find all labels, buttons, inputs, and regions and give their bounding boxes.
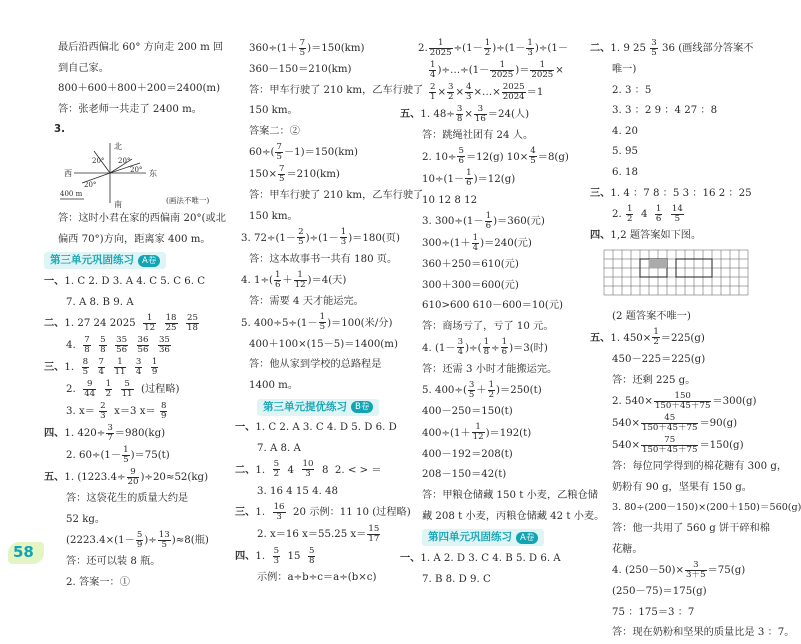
banner-title: 第三单元巩固练习 <box>50 254 134 267</box>
fraction: $\frac{3}{5}$ <box>468 379 475 400</box>
text-line: 610>600 610－600＝10(元) <box>422 300 564 312</box>
text-line: 3. 80÷(200－150)×(200＋150)＝560(g) <box>612 502 801 514</box>
fraction: $\frac{5}{6}$ <box>458 146 464 167</box>
section-label: 五、 <box>44 472 65 484</box>
answer-line: 7. B 8. D 9. C <box>422 573 491 585</box>
fraction: $\frac{1}{6}$ <box>274 269 281 290</box>
text-line: 答：张老师一共走了 2400 m。 <box>58 103 202 115</box>
question-number: 2. <box>66 384 76 396</box>
fraction: $\frac{1}{9}$ <box>151 356 158 377</box>
text-line: (2 题答案不唯一) <box>612 311 691 323</box>
fraction: $\frac{5}{8}$ <box>100 334 106 355</box>
text-line: 答案二：② <box>249 125 300 137</box>
fraction: $\frac{36}{56}$ <box>137 334 149 355</box>
answer-text: 答：这袋花生的质量大约是 <box>66 493 189 505</box>
fraction: $\frac{3}{8}$ <box>456 103 463 124</box>
page-number-tab <box>8 539 48 565</box>
fraction: $\frac{4}{3}$ <box>466 81 472 102</box>
answer-text: 1. 420÷ <box>64 428 106 440</box>
section-label: 三、 <box>235 507 256 519</box>
fraction: $\frac{2}{5}$ <box>298 227 304 248</box>
section-label: 三、 <box>44 362 65 374</box>
text-line: 300＋300＝600(元) <box>422 279 519 291</box>
fraction: $\frac{1}{6}$ <box>485 210 492 231</box>
text-line: 答：他一共用了 560 g 饼干碎和棉 <box>612 522 770 534</box>
badge: B卷 <box>351 401 373 413</box>
scale-label: 400 m <box>60 189 83 198</box>
angle-label: 20° <box>130 165 143 174</box>
answer-text: 1. (1223.4÷ <box>64 472 126 484</box>
section-label: 二、 <box>44 318 65 330</box>
banner-title: 第四单元巩固练习 <box>428 531 512 544</box>
text-line: 答：他从家到学校的总路程是 <box>249 359 382 371</box>
fraction: $\frac{9}{44}$ <box>84 378 96 399</box>
grid-diagram <box>604 250 754 296</box>
section-label: 一、 <box>44 275 65 287</box>
text-line: 10 12 8 12 <box>422 194 478 206</box>
fraction: $\frac{15}{17}$ <box>368 523 380 544</box>
text-line: 答：跳绳社团有 24 人。 <box>422 130 534 141</box>
section-label: 五、 <box>400 109 421 120</box>
answer-text: )＝75(t) <box>130 450 170 462</box>
fraction: $\frac{1}{2025}$ <box>429 37 452 58</box>
shaded-cells <box>649 259 667 268</box>
fraction: $\frac{8}{9}$ <box>160 400 167 421</box>
fraction: $\frac{1}{11}$ <box>114 356 126 377</box>
fraction: $\frac{75}{150+45+75}$ <box>641 434 698 455</box>
text-line: 150 km。 <box>249 210 298 222</box>
fraction: $\frac{35}{56}$ <box>116 334 128 355</box>
text-line: 到自己家。 <box>58 62 109 74</box>
question-number: 1. <box>64 362 75 374</box>
page-number: 58 <box>13 543 34 561</box>
text-line: 答：需要 4 天才能运完。 <box>249 296 364 308</box>
fraction: $\frac{5}{3}$ <box>273 545 280 566</box>
fraction: $\frac{5}{11}$ <box>121 378 133 399</box>
answer-line: 1. C 2. D 3. A 4. C 5. C 6. C <box>64 275 206 287</box>
answer-line: 7. A 8. B 9. A <box>66 296 134 308</box>
question-number: 4. <box>66 340 76 352</box>
fraction: $\frac{5}{8}$ <box>309 545 315 566</box>
text-line: 答：这时小君在家的西偏南 20°(或北 <box>58 212 226 224</box>
text-line: 答：每位同学得到的棉花糖有 300 g， <box>612 461 788 473</box>
answer-text: x＝3 x＝ <box>114 406 156 418</box>
section-banner <box>235 397 407 419</box>
answer-text: 2. 答案一：① <box>66 576 130 588</box>
text-line: 3. 3 ：2 9 ：4 27 ：8 <box>612 105 718 117</box>
fraction: $\frac{7}{5}$ <box>278 163 285 184</box>
section-banner <box>44 250 216 272</box>
answer-line: 1. 27 24 2025 <box>64 318 136 330</box>
fraction: $\frac{1}{2}$ <box>105 378 112 399</box>
fraction: $\frac{14}{5}$ <box>671 203 683 224</box>
text-line: 答：还需 3 小时才能搬运完。 <box>422 363 558 375</box>
text-line: 答：还剩 225 g。 <box>612 374 696 386</box>
fraction: $\frac{10}{3}$ <box>302 459 314 480</box>
fraction: $\frac{45}{150+45+75}$ <box>641 412 698 433</box>
answer-line: 示例：a÷b÷c＝a÷(b×c) <box>257 572 377 584</box>
answer-text: ＝980(kg) <box>114 428 166 440</box>
section-label: 二、 <box>590 43 611 54</box>
text-line: 1400 m。 <box>249 379 299 391</box>
fraction: $\frac{35}{36}$ <box>158 334 170 355</box>
answer-text: 3. x＝ <box>66 406 95 418</box>
text-line: 答：这本故事书一共有 180 页。 <box>249 253 398 265</box>
fraction: $\frac{1}{6}$ <box>655 203 662 224</box>
fraction: $\frac{1}{2}$ <box>626 203 633 224</box>
badge: A卷 <box>516 532 538 544</box>
badge: A卷 <box>138 255 160 267</box>
text-line: 400－192＝208(t) <box>422 448 513 460</box>
fraction: $\frac{2}{1}$ <box>430 81 436 102</box>
text-line: (250－75)＝175(g) <box>612 586 707 598</box>
text-line: 4. 20 <box>612 125 638 137</box>
fraction: $\frac{18}{25}$ <box>165 312 177 333</box>
fraction: $\frac{1}{12}$ <box>294 269 306 290</box>
fraction: $\frac{1}{5}$ <box>319 312 326 333</box>
fraction: $\frac{1}{12}$ <box>472 422 484 443</box>
fraction: $\frac{2}{3}$ <box>100 400 106 421</box>
text-line: 答：甲车行驶了 210 km，乙车行驶了 <box>249 190 424 202</box>
text-line: 花糖。 <box>612 543 643 555</box>
fraction: $\frac{13}{5}$ <box>158 529 170 550</box>
fraction: $\frac{3}{3+5}$ <box>686 559 706 580</box>
fraction: $\frac{2025}{2024}$ <box>502 81 525 102</box>
answer-text: (2223.4×(1－ <box>66 535 135 547</box>
answer-text: )÷ <box>144 535 157 547</box>
text-line: 答：甲粮仓储藏 150 t 小麦，乙粮仓储 <box>422 489 598 501</box>
direction-diagram <box>54 141 219 209</box>
section-label: 四、 <box>590 230 611 242</box>
angle-label: 20° <box>118 156 131 165</box>
fraction: $\frac{150}{150+45+75}$ <box>654 390 711 411</box>
fraction: $\frac{3}{4}$ <box>457 337 464 358</box>
fraction: $\frac{1}{8}$ <box>483 337 490 358</box>
text-line: 150 km。 <box>249 105 298 117</box>
fraction: $\frac{1}{12}$ <box>144 312 156 333</box>
fraction: $\frac{3}{4}$ <box>135 356 142 377</box>
fraction: $\frac{3}{5}$ <box>651 37 657 58</box>
answer-text: )≈8(瓶) <box>171 535 209 547</box>
column-2: 360÷(1＋ $\frac{7}{5}$ )＝150(km) 360－150＝210(km) 答：甲车行驶了 210 km，乙车行驶了 150 km。 答案二：② 60÷( $\frac{7}{5}$ －1)＝150(km) 150× $\frac{7}{5}$ ＝210(km) 答：甲车行驶了 210 km，乙车行驶了 150 km。 3. 72÷(1－ $\frac{2}{5}$ )÷(1－ $\frac{1}{3}$ )＝180(页) 答：这本故事书一共有 180 页。 4. 1÷( $\frac{1}{6}$ ＋ $\frac{1}{12}$ )＝4(天) 答：需要 4 天才能运完。 5. 400÷5÷(1－ $\frac{1}{5}$ )＝100(米/分) 400＋100×(15－5)＝1400(m) 答：他从家到学校的总路程是 1400 m。 第三单元提优练习 B卷 一、1. C 2. A 3. C 4. D 5. D 6. D 7. A 8. A 二、1. $\frac{5}{2}$ 4 $\frac{10}{3}$ 8 2. < > ＝ 3. 16 4 15 4. 48 三、1. $\frac{16}{3}$ 20 示例：11 10 (过程略) 2. x＝16 x＝55.25 x＝ $\frac{15}{17}$ 四、1. $\frac{5}{3}$ 15 $\frac{5}{8}$ 示例：a÷b÷c＝a÷(b×c) <box>235 38 407 589</box>
answer-line: 3. 16 4 15 4. 48 <box>257 485 339 497</box>
fraction: $\frac{25}{18}$ <box>187 312 198 333</box>
fraction: $\frac{5}{9}$ <box>136 529 143 550</box>
answer-text: )÷20≈52(kg) <box>140 472 209 484</box>
text-line: 5. 95 <box>612 146 638 158</box>
section-label: 一、 <box>400 552 421 564</box>
fraction: $\frac{8}{5}$ <box>82 356 89 377</box>
fraction: $\frac{1}{3}$ <box>527 37 533 58</box>
text-line: 藏 208 t 小麦，丙粮仓储藏 42 t 小麦。 <box>422 510 605 522</box>
text-line: 75 ：175＝3 ：7 <box>612 606 695 618</box>
answer-line: 7. A 8. A <box>257 442 301 454</box>
answer-line: 1. A 2. D 3. C 4. B 5. D 6. A <box>420 552 561 564</box>
fraction: $\frac{1}{5}$ <box>123 444 129 465</box>
fraction: $\frac{7}{5}$ <box>276 141 282 162</box>
text-line: 答：现在奶粉和坚果的质量比是 3 ：7。 <box>612 627 795 639</box>
column-1 <box>44 38 226 594</box>
fraction: $\frac{1}{6}$ <box>501 337 508 358</box>
fraction: $\frac{1}{2025}$ <box>491 59 514 80</box>
fraction: $\frac{3}{2}$ <box>448 81 454 102</box>
text-line: 400－250＝150(t) <box>422 406 513 418</box>
column-3: 2. $\frac{1}{2025}$ ÷(1－ $\frac{1}{2}$ )÷(1－ $\frac{1}{3}$ )÷(1－ $\frac{1}{4}$ )÷…÷(1－ $\frac{1}{2025}$ )＝ $\frac{1}{2025}$ × $\frac{2}{1}$ × $\frac{3}{2}$ × $\frac{4}{3}$ ×…× $\frac{2025}{2024}$ ＝1 五、1. 48÷ $\frac{3}{8}$ × $\frac{3}{16}$ ＝24(人) 答：跳绳社团有 24 人。 2. 10÷ $\frac{5}{6}$ ＝12(g) 10× $\frac{4}{5}$ ＝8(g) 10÷(1－ $\frac{1}{6}$ )＝12(g) 10 12 8 12 3. 300÷(1－ $\frac{1}{6}$ )＝360(元) 300÷(1＋ $\frac{1}{4}$ )＝240(元) 360＋250＝610(元) 300＋300＝600(元) 610>600 610－600＝10(元) 答：商场亏了，亏了 10 元。 4. (1－ $\frac{3}{4}$ )÷( $\frac{1}{8}$ ÷ $\frac{1}{6}$ )＝3(时) 答：还需 3 小时才能搬运完。 5. 400÷( $\frac{3}{5}$ ＋ $\frac{1}{2}$ )＝250(t) 400－250＝150(t) 400÷(1＋ $\frac{1}{12}$ )＝192(t) 400－192＝208(t) 208－150＝42(t) 答：甲粮仓储藏 150 t 小麦，乙粮仓储 藏 208 t 小麦，丙粮仓储藏 42 t 小麦。 第四单元巩固练习 A卷 一、1. A 2. D 3. C 4. B 5. D 6. A 7. B 8. D 9. C <box>400 38 580 590</box>
north-label: 北 <box>114 141 122 151</box>
fraction: $\frac{7}{5}$ <box>299 37 306 58</box>
answer-text: 答：还可以装 8 瓶。 <box>66 556 161 568</box>
answer-text: 2. 60÷(1－ <box>66 450 122 462</box>
fraction: $\frac{1}{2025}$ <box>531 59 554 80</box>
column-4: 二、1. 9 25 $\frac{3}{5}$ 36 (画线部分答案不 唯一) 2. 3 ：5 3. 3 ：2 9 ：4 27 ：8 4. 20 5. 95 6. 18 三、1. 4 ：7 8 ：5 3 ：16 2 ：25 2. $\frac{1}{2}$ 4 $\frac{1}{6}$ $\frac{14}{5}$ 四、1,2 题答案如下图。 (2 题答案不唯一) 五、1. 450× $\frac{1}{2}$ ＝225(g) 450－225＝225(g) 答：还剩 225 g。 2. 540× $\frac{150}{150+45+75}$ ＝300(g) 540× $\frac{45}{150+45+75}$ ＝90(g) 540× $\frac{75}{150+45+75}$ ＝150(g) 答：每位同学得到的棉花糖有 300 g， 奶粉有 90 g，坚果有 150 g。 3. 80÷(200－150)×(200＋150)＝560(g) 答：他一共用了 560 g 饼干碎和棉 花糖。 4. (250－50)× $\frac{3}{3+5}$ ＝75(g) (250－75)＝175(g) 75 ：175＝3 ：7 答：现在奶粉和坚果的质量比是 3 ：7。 <box>590 38 780 644</box>
section-label: 五、 <box>590 332 611 344</box>
text-line: 208－150＝42(t) <box>422 469 507 481</box>
section-label: 四、 <box>235 551 256 563</box>
fraction: $\frac{1}{4}$ <box>430 59 436 80</box>
fraction: $\frac{1}{2}$ <box>484 37 491 58</box>
answer-line: 1. C 2. A 3. C 4. D 5. D 6. D <box>255 422 397 434</box>
fraction: $\frac{7}{8}$ <box>84 334 90 355</box>
text-line: 答：商场亏了，亏了 10 元。 <box>422 320 554 332</box>
fraction: $\frac{5}{2}$ <box>273 459 280 480</box>
text-line: 360－150＝210(km) <box>249 64 352 75</box>
angle-label: 20° <box>84 180 97 189</box>
text-line: 2. 3 ：5 <box>612 84 652 96</box>
fraction: $\frac{1}{6}$ <box>466 168 472 189</box>
text-line: 奶粉有 90 g，坚果有 150 g。 <box>612 481 752 493</box>
diagram-note: (画法不唯一) <box>166 195 210 205</box>
fraction: $\frac{1}{2}$ <box>488 379 495 400</box>
note: (过程略) <box>141 384 180 396</box>
fraction: $\frac{1}{2}$ <box>653 327 659 348</box>
east-label: 东 <box>149 168 157 178</box>
angle-label: 20° <box>92 156 105 165</box>
section-label: 二、 <box>235 464 256 476</box>
section-label: 三、 <box>590 187 611 199</box>
text-line: 800＋600＋800＋200＝2400(m) <box>58 83 221 95</box>
text-line: 6. 18 <box>612 166 638 178</box>
answer-text: 52 kg。 <box>66 513 106 525</box>
fraction: $\frac{1}{4}$ <box>472 232 479 253</box>
fraction: $\frac{9}{20}$ <box>127 466 139 487</box>
text-line: 400＋100×(15－5)＝1400(m) <box>249 338 398 350</box>
section-banner <box>400 527 580 549</box>
fraction: $\frac{16}{3}$ <box>273 501 285 522</box>
text-line: 最后沿西偏北 60° 方向走 200 m 回 <box>58 42 224 53</box>
text-line: 360＋250＝610(元) <box>422 259 519 271</box>
text-line: 唯一) <box>612 64 637 75</box>
banner-title: 第三单元提优练习 <box>263 400 347 413</box>
text-line: 答：甲车行驶了 210 km，乙车行驶了 <box>249 84 424 96</box>
fraction: $\frac{3}{16}$ <box>474 103 486 124</box>
text-line: 450－225＝225(g) <box>612 353 706 365</box>
fraction: $\frac{1}{3}$ <box>340 227 347 248</box>
west-label: 西 <box>64 168 72 178</box>
text-line: 偏西 70°)方向，距离家 400 m。 <box>58 233 211 245</box>
fraction: $\frac{3}{7}$ <box>107 422 113 443</box>
question-number: 3. <box>54 124 65 136</box>
fraction: $\frac{4}{5}$ <box>530 146 536 167</box>
south-label: 南 <box>114 199 122 209</box>
section-label: 一、 <box>235 422 256 434</box>
fraction: $\frac{7}{4}$ <box>98 356 105 377</box>
section-label: 四、 <box>44 428 65 440</box>
